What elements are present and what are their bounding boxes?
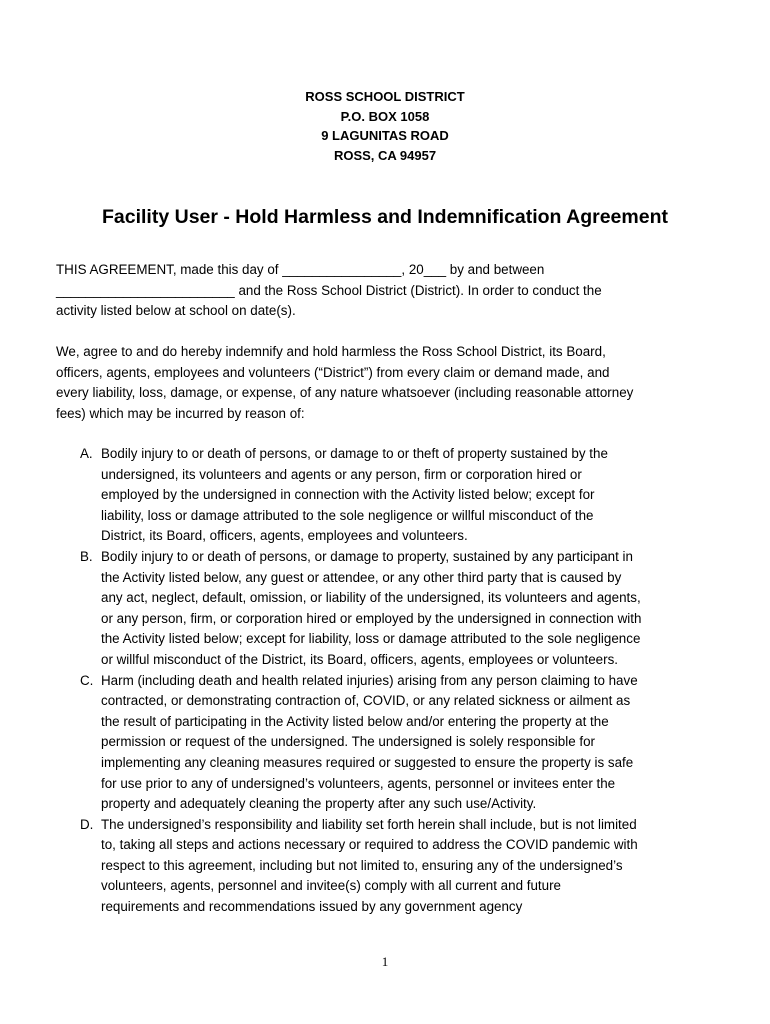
clause-d (80, 815, 720, 918)
text-line: the result of participating in the Activity listed below and/or entering the property at the (101, 713, 609, 729)
text-line: employed by the undersigned in connection with the Activity listed below; except for (101, 487, 595, 503)
page-number: 1 (381, 954, 389, 969)
clause-a (80, 444, 720, 547)
clause-text (101, 444, 720, 547)
text-line: liability, loss or damage attributed to the sole negligence or willful misconduct of the (101, 507, 594, 523)
text-line: Harm (including death and health related injuries) arising from any person claiming to have (101, 672, 638, 688)
text-line: contracted, or demonstrating contraction of, COVID, or any related sickness or ailment as (101, 693, 631, 709)
text-line: any act, neglect, default, omission, or liability of the undersigned, its volunteers and agents, (101, 590, 641, 606)
text-line: District, its Board, officers, agents, employees and volunteers. (101, 528, 468, 544)
agreement-intro-paragraph (56, 260, 726, 322)
text-line: the Activity listed below, any guest or attendee, or any other third party that is caused by (101, 569, 622, 585)
text-line: property and adequately cleaning the property after any such use/Activity. (101, 796, 537, 812)
text-line: for use prior to any of undersigned’s volunteers, agents, personnel or invitees enter the (101, 775, 616, 791)
text-line: permission or request of the undersigned. The undersigned is solely responsible for (101, 734, 596, 750)
text-line: requirements and recommendations issued by any government agency (101, 899, 523, 915)
text-line: or any person, firm, or corporation hired or employed by the undersigned in connection with (101, 610, 642, 626)
document-title: Facility User - Hold Harmless and Indemnification Agreement (102, 206, 668, 228)
clause-text (101, 671, 720, 815)
clause-b (80, 547, 720, 671)
text-line: ________________________ and the Ross School District (District). In order to conduct the (56, 282, 602, 298)
text-line: every liability, loss, damage, or expense, of any nature whatsoever (including reasonable attorney (56, 385, 634, 401)
district-po-box: P.O. BOX 1058 (340, 108, 430, 124)
text-line: undersigned, its volunteers and agents or any person, firm or corporation hired or (101, 466, 582, 482)
text-line: volunteers, agents, personnel and invitee(s) comply with all current and future (101, 878, 561, 894)
clause-letter: B. (80, 548, 93, 564)
district-street: 9 LAGUNITAS ROAD (321, 128, 449, 143)
clause-letter: D. (80, 816, 94, 832)
text-line: respect to this agreement, including but not limited to, ensuring any of the undersigned’s (101, 857, 623, 873)
clause-text (101, 547, 720, 671)
clause-text (101, 815, 720, 918)
clause-letter: A. (80, 446, 93, 461)
clause-letter: C. (80, 672, 94, 688)
text-line: fees) which may be incurred by reason of: (56, 405, 305, 421)
district-name: ROSS SCHOOL DISTRICT (305, 89, 465, 104)
text-line: THIS AGREEMENT, made this day of ________________, 20___ by and between (56, 262, 545, 277)
text-line: Bodily injury to or death of persons, or damage to property, sustained by any participant in (101, 548, 633, 564)
text-line: or willful misconduct of the District, its Board, officers, agents, employees or volunteers. (101, 651, 618, 667)
text-line: The undersigned’s responsibility and liability set forth herein shall include, but is not limited (101, 816, 637, 832)
text-line: the Activity listed below; except for liability, loss or damage attributed to the sole negligence (101, 631, 641, 647)
text-line: implementing any cleaning measures required or suggested to ensure the property is safe (101, 754, 634, 770)
text-line: Bodily injury to or death of persons, or damage to or theft of property sustained by the (101, 446, 608, 461)
text-line: We, agree to and do hereby indemnify and hold harmless the Ross School District, its Board, (56, 344, 606, 359)
text-line: to, taking all steps and actions necessary or required to address the COVID pandemic with (101, 837, 638, 853)
indemnity-paragraph (56, 342, 726, 424)
text-line: officers, agents, employees and volunteers (“District”) from every claim or demand made, and (56, 364, 610, 380)
indemnity-clauses-list (80, 444, 720, 918)
text-line: activity listed below at school on date(s). (56, 303, 296, 319)
district-city-state-zip: ROSS, CA 94957 (333, 147, 437, 163)
district-address-header (0, 87, 770, 165)
clause-c (80, 671, 720, 815)
